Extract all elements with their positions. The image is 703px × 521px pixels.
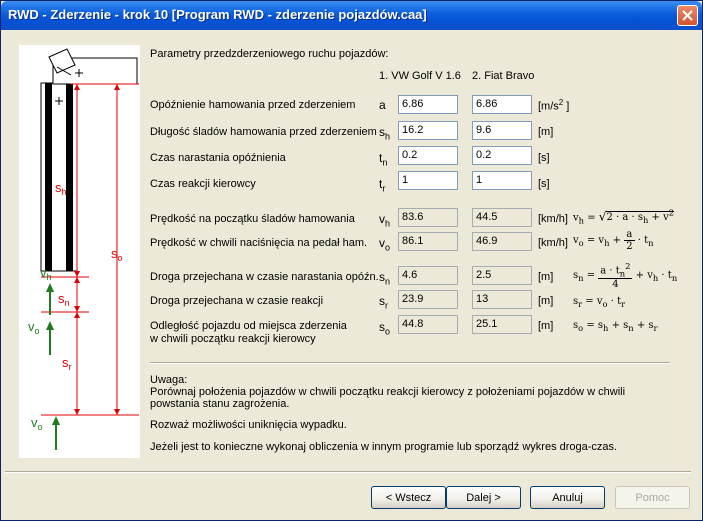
distance-to-collision-vehicle-1: 44.8 [398, 315, 458, 334]
row-symbol: $t_r$ [379, 177, 386, 194]
formula-sr: $s_r = v_o \cdot t_r$ [573, 296, 626, 309]
label-vo-mid: $v_o$ [28, 319, 40, 336]
cancel-button[interactable]: Anuluj [530, 486, 605, 509]
back-button[interactable]: < Wstecz [371, 486, 446, 509]
row-label: Czas reakcji kierowcy [150, 178, 256, 190]
row-unit: [m] [538, 320, 554, 332]
row-label: Długość śladów hamowania przed zderzeniem [150, 126, 377, 138]
decel-vehicle-2-input[interactable]: 6.86 [472, 95, 532, 114]
decel-vehicle-1-input[interactable]: 6.86 [398, 95, 458, 114]
label-vh: $v_h$ [40, 265, 52, 282]
row-unit: [km/h] [538, 237, 568, 249]
row-label-line2: w chwili początku reakcji kierowcy [150, 333, 316, 345]
label-so: $s_o$ [111, 246, 123, 263]
distance-rise-vehicle-2: 2.5 [472, 266, 532, 285]
formula-sn: $s_n$ = $\frac{a \cdot t_n^2}{4}$ + $v_h \cdot t_n$ [573, 261, 678, 291]
row-symbol: $s_n$ [379, 270, 391, 287]
label-vo-bottom: $v_o$ [31, 415, 43, 432]
row-symbol: $s_o$ [379, 320, 391, 337]
notes-separator [150, 362, 670, 364]
label-sh: $s_h$ [55, 180, 67, 197]
row-symbol: $s_h$ [379, 125, 391, 142]
row-label: Prędkość w chwili naciśnięcia na pedał ham. [150, 237, 368, 249]
row-label: Odległość pojazdu od miejsca zderzenia [150, 320, 347, 332]
braking-diagram [19, 45, 140, 458]
distance-to-collision-vehicle-2: 25.1 [472, 315, 532, 334]
row-symbol: $v_o$ [379, 236, 391, 253]
dialog-client-area [5, 31, 700, 518]
title-bar[interactable] [1, 1, 702, 30]
formula-so: $s_o = s_h + s_n + s_r$ [573, 320, 658, 333]
row-unit: [km/h] [538, 213, 568, 225]
row-unit: [s] [538, 178, 550, 190]
vehicle-2-shape [49, 49, 137, 84]
row-unit: [m] [538, 126, 554, 138]
close-button[interactable] [677, 5, 698, 26]
distance-rise-vehicle-1: 4.6 [398, 266, 458, 285]
skid-length-vehicle-1-input[interactable]: 16.2 [398, 121, 458, 140]
formula-vh: $v_h = √2 \cdot a \cdot s_h + v^2$ [573, 208, 675, 226]
row-symbol: $s_r$ [379, 294, 388, 311]
notes-line: Porównaj położenia pojazdów w chwili początku reakcji kierowcy z położeniami pojazdów w chwili [150, 386, 626, 398]
rise-time-vehicle-1-input[interactable]: 0.2 [398, 146, 458, 165]
row-label: Czas narastania opóźnienia [150, 152, 286, 164]
parameters-heading: Parametry przedzderzeniowego ruchu pojazdów: [150, 48, 389, 60]
speed-skid-start-vehicle-2: 44.5 [472, 208, 532, 227]
notes-title: Uwaga: [150, 374, 188, 386]
row-label: Droga przejechana w czasie narastania opóźn. [150, 271, 379, 283]
distance-reaction-vehicle-2: 13 [472, 290, 532, 309]
skid-length-vehicle-2-input[interactable]: 9.6 [472, 121, 532, 140]
row-symbol: $t_n$ [379, 151, 388, 168]
row-unit: [m] [538, 271, 554, 283]
braking-illustration [19, 45, 140, 458]
row-unit: [$m/s^2$ ] [538, 98, 570, 113]
notes-line: powstania stanu zagrożenia. [150, 398, 290, 410]
row-unit: [s] [538, 152, 550, 164]
label-sn: $s_n$ [58, 291, 70, 308]
speed-pedal-vehicle-1: 86.1 [398, 232, 458, 251]
row-unit: [m] [538, 295, 554, 307]
row-label: Opóźnienie hamowania przed zderzeniem [150, 99, 356, 111]
label-sr: $s_r$ [62, 355, 72, 372]
vehicle-1-shape [41, 83, 77, 271]
row-symbol: $v_h$ [379, 212, 391, 229]
vehicle-1-header: 1. VW Golf V 1.6 [379, 70, 461, 82]
notes-line: Rozważ możliwości uniknięcia wypadku. [150, 419, 347, 431]
notes-line: Jeżeli jest to konieczne wykonaj obliczenia w innym programie lub sporządź wykres droga-czas. [150, 441, 618, 453]
reaction-time-vehicle-1-input[interactable]: 1 [398, 171, 458, 190]
distance-reaction-vehicle-1: 23.9 [398, 290, 458, 309]
speed-skid-start-vehicle-1: 83.6 [398, 208, 458, 227]
footer-separator [5, 471, 691, 473]
rise-time-vehicle-2-input[interactable]: 0.2 [472, 146, 532, 165]
reaction-time-vehicle-2-input[interactable]: 1 [472, 171, 532, 190]
speed-pedal-vehicle-2: 46.9 [472, 232, 532, 251]
row-label: Droga przejechana w czasie reakcji [150, 295, 324, 307]
row-label: Prędkość na początku śladów hamowania [150, 213, 355, 225]
formula-vo: $v_o = v_h$ + $\frac{a}{2}$ · $t_n$ [573, 229, 654, 252]
row-symbol: a [379, 98, 386, 112]
help-button[interactable]: Pomoc [615, 486, 690, 509]
velocity-arrows [50, 290, 56, 450]
window-title: RWD - Zderzenie - krok 10 [Program RWD - zderzenie pojazdów.caa] [8, 7, 427, 22]
close-icon [682, 10, 693, 21]
vehicle-2-header: 2. Fiat Bravo [472, 70, 535, 82]
next-button[interactable]: Dalej > [446, 486, 521, 509]
